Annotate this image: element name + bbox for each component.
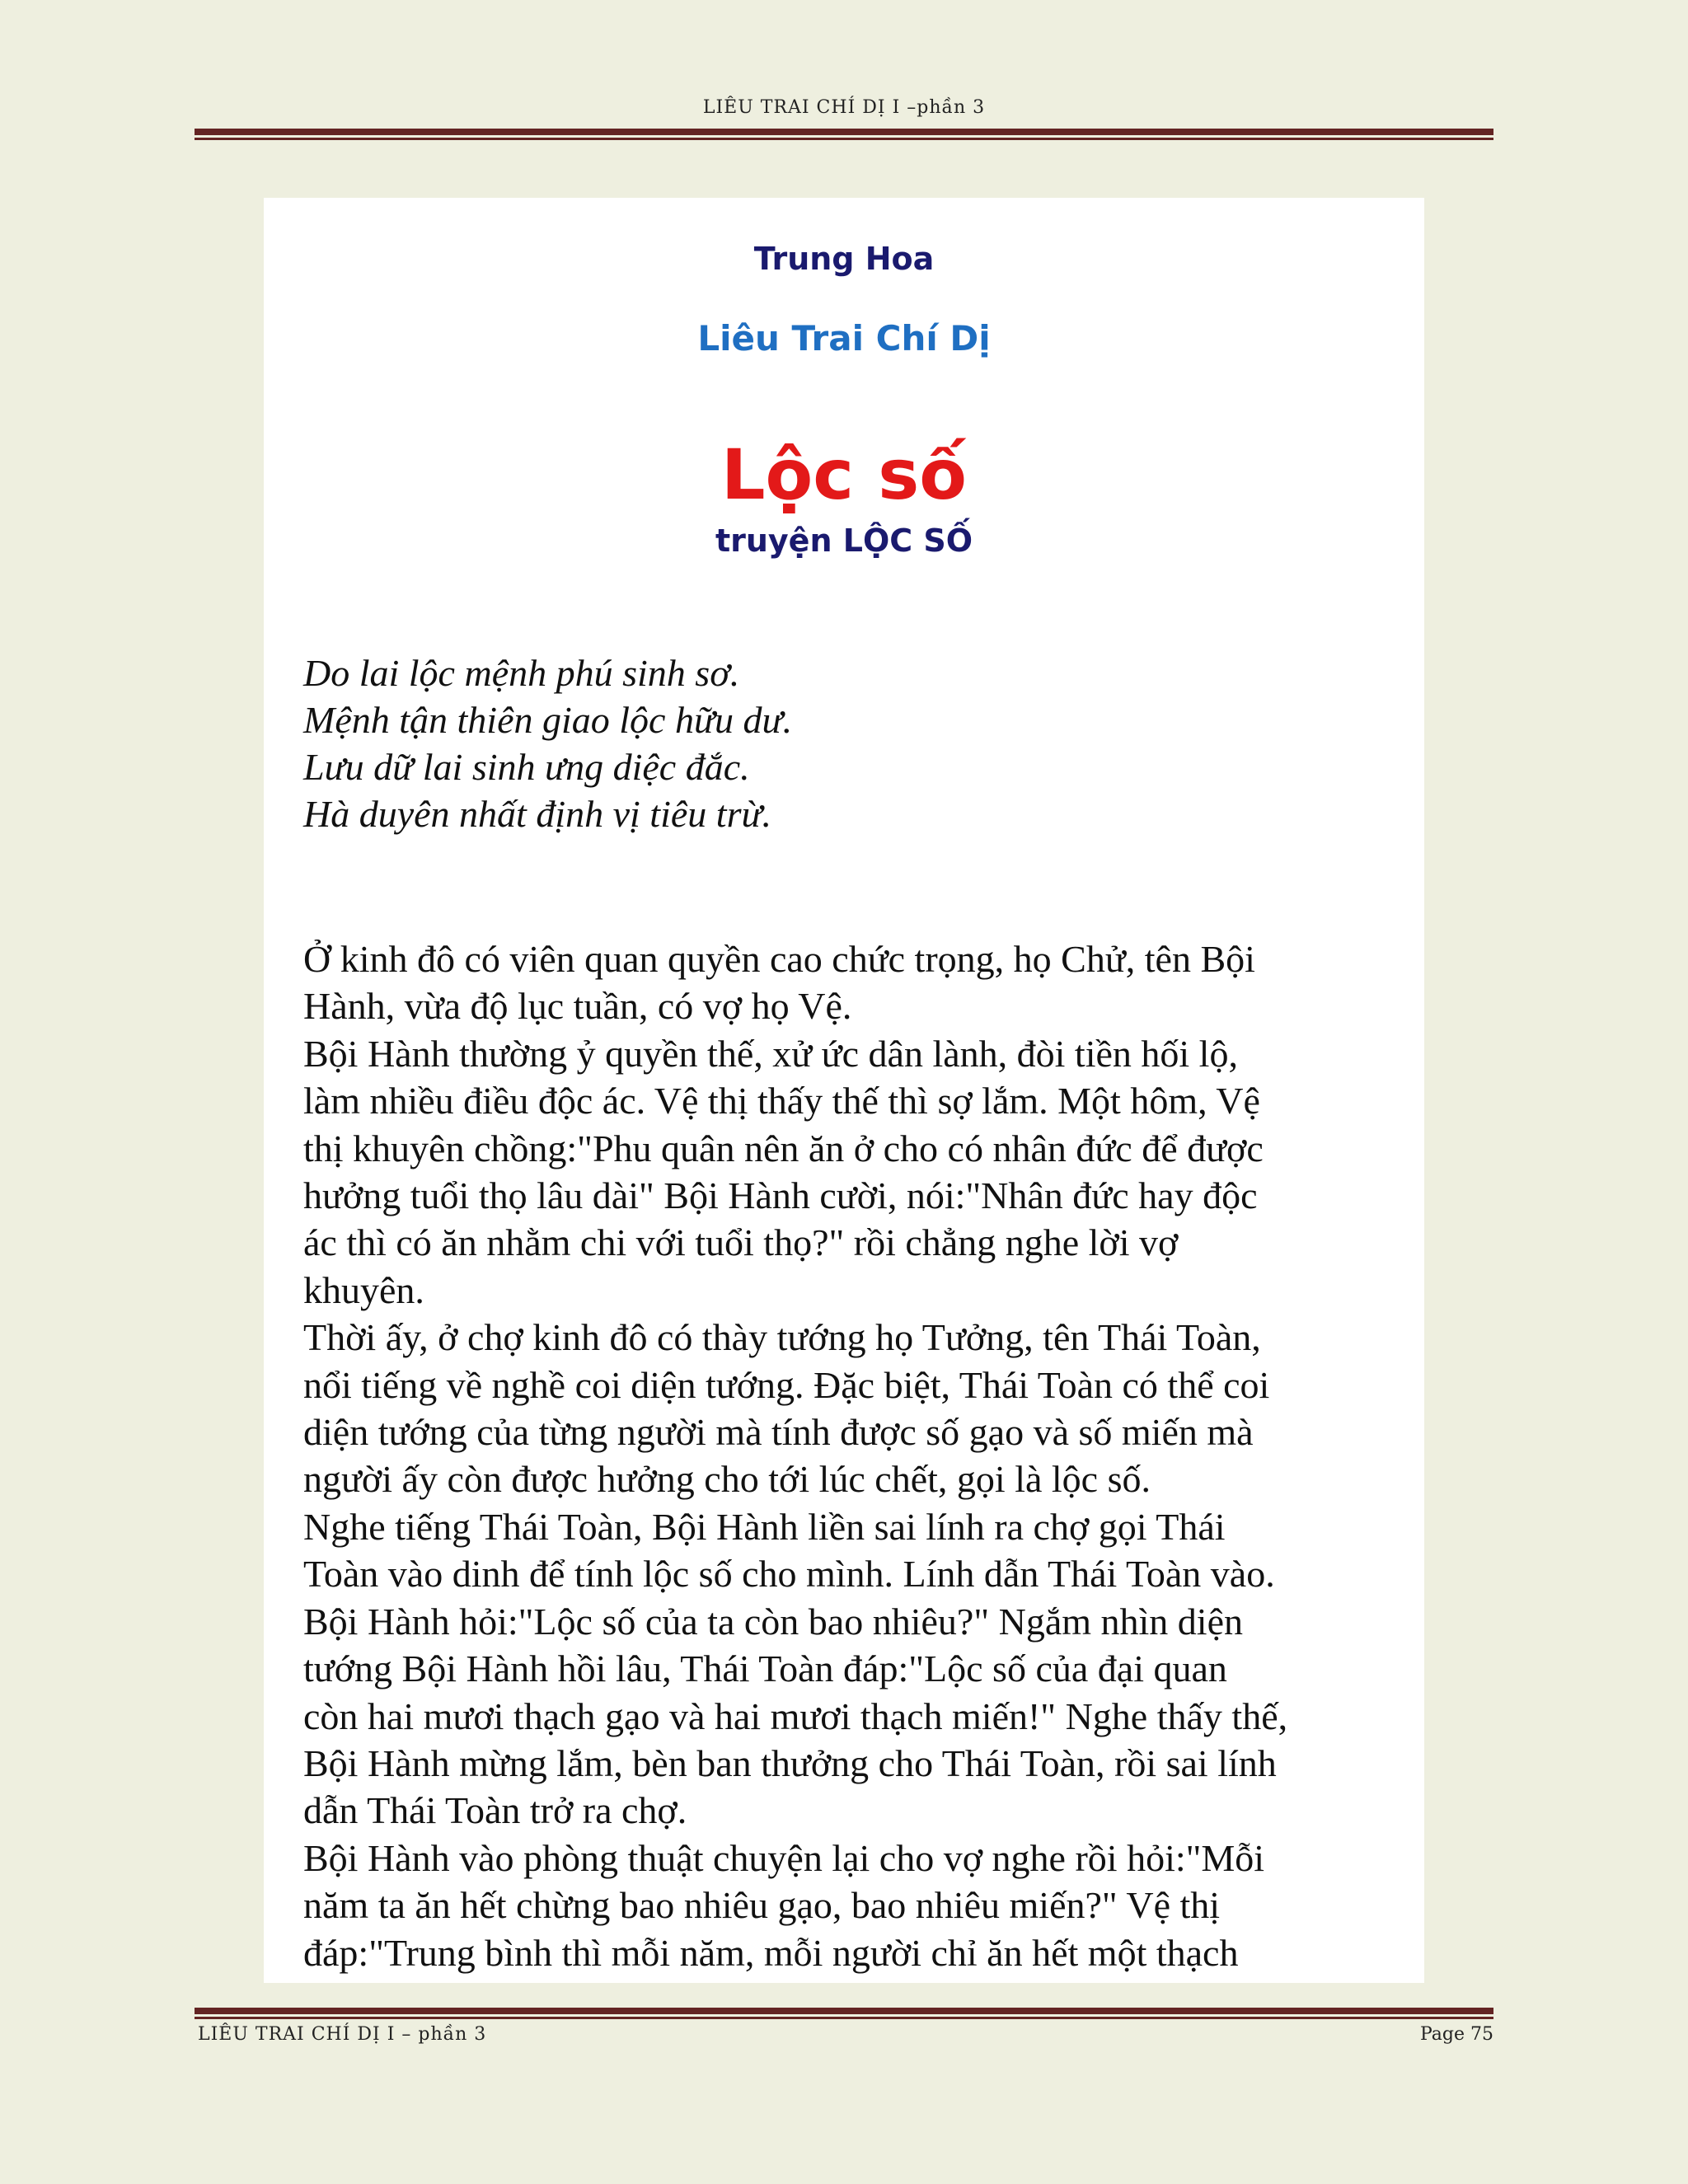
- poem-line: Do lai lộc mệnh phú sinh sơ.: [303, 652, 740, 694]
- body-line: Bội Hành vào phòng thuật chuyện lại cho vợ nghe rồi hỏi:"Mỗi: [303, 1836, 1265, 1879]
- body-line: Bội Hành mừng lắm, bèn ban thưởng cho Thái Toàn, rồi sai lính: [303, 1741, 1277, 1784]
- running-footer: LIÊU TRAI CHÍ DỊ I – phần 3: [198, 2024, 487, 2045]
- body-line: năm ta ăn hết chừng bao nhiêu gạo, bao nhiêu miến?" Vệ thị: [303, 1884, 1221, 1927]
- body-line: người ấy còn được hưởng cho tới lúc chết, gọi là lộc số.: [303, 1458, 1151, 1501]
- poem-line: Hà duyên nhất định vị tiêu trừ.: [303, 793, 772, 835]
- page-sheet: [264, 198, 1424, 1983]
- running-header: LIÊU TRAI CHÍ DỊ I –phần 3: [702, 97, 986, 118]
- story-title: Lộc số: [721, 434, 967, 515]
- body-line: Bội Hành hỏi:"Lộc số của ta còn bao nhiêu?" Ngắm nhìn diện: [303, 1600, 1244, 1643]
- poem: [303, 649, 1375, 837]
- body-line: tướng Bội Hành hồi lâu, Thái Toàn đáp:"Lộc số của đại quan: [303, 1647, 1227, 1690]
- body-line: Ở kinh đô có viên quan quyền cao chức trọng, họ Chử, tên Bội: [303, 938, 1255, 980]
- body-line: dẫn Thái Toàn trở ra chợ.: [303, 1789, 687, 1832]
- body-line: diện tướng của từng người mà tính được số gạo và số miến mà: [303, 1411, 1254, 1454]
- header-rule: [195, 129, 1493, 140]
- body-text: [303, 935, 1400, 1976]
- body-line: Thời ấy, ở chợ kinh đô có thày tướng họ Tưởng, tên Thái Toàn,: [303, 1316, 1261, 1359]
- poem-line: Lưu dữ lai sinh ưng diệc đắc.: [303, 746, 750, 788]
- collection-label: Liêu Trai Chí Dị: [697, 318, 991, 359]
- body-line: ác thì có ăn nhằm chi với tuổi thọ?" rồi chẳng nghe lời vợ: [303, 1221, 1179, 1264]
- body-line: Toàn vào dinh để tính lộc số cho mình. Lính dẫn Thái Toàn vào.: [303, 1553, 1275, 1596]
- site-label: Trung Hoa: [753, 241, 935, 277]
- body-line: Nghe tiếng Thái Toàn, Bội Hành liền sai lính ra chợ gọi Thái: [303, 1505, 1226, 1548]
- body-line: Bội Hành thường ỷ quyền thế, xử ức dân lành, đòi tiền hối lộ,: [303, 1032, 1238, 1075]
- body-line: đáp:"Trung bình thì mỗi năm, mỗi người chỉ ăn hết một thạch: [303, 1931, 1239, 1974]
- poem-line: Mệnh tận thiên giao lộc hữu dư.: [303, 699, 793, 741]
- body-line: hưởng tuổi thọ lâu dài" Bội Hành cười, nói:"Nhân đức hay độc: [303, 1174, 1258, 1217]
- body-line: còn hai mươi thạch gạo và hai mươi thạch miến!" Nghe thấy thế,: [303, 1694, 1288, 1737]
- body-line: nổi tiếng về nghề coi diện tướng. Đặc biệt, Thái Toàn có thể coi: [303, 1363, 1270, 1406]
- story-subtitle: truyện LỘC SỐ: [715, 523, 973, 559]
- footer-rule: [195, 2008, 1493, 2019]
- body-line: thị khuyên chồng:"Phu quân nên ăn ở cho có nhân đức để được: [303, 1127, 1264, 1169]
- body-line: Hành, vừa độ lục tuần, có vợ họ Vệ.: [303, 985, 852, 1028]
- body-line: khuyên.: [303, 1268, 424, 1311]
- body-line: làm nhiều điều độc ác. Vệ thị thấy thế thì sợ lắm. Một hôm, Vệ: [303, 1080, 1260, 1122]
- page-number: Page 75: [1419, 2024, 1493, 2045]
